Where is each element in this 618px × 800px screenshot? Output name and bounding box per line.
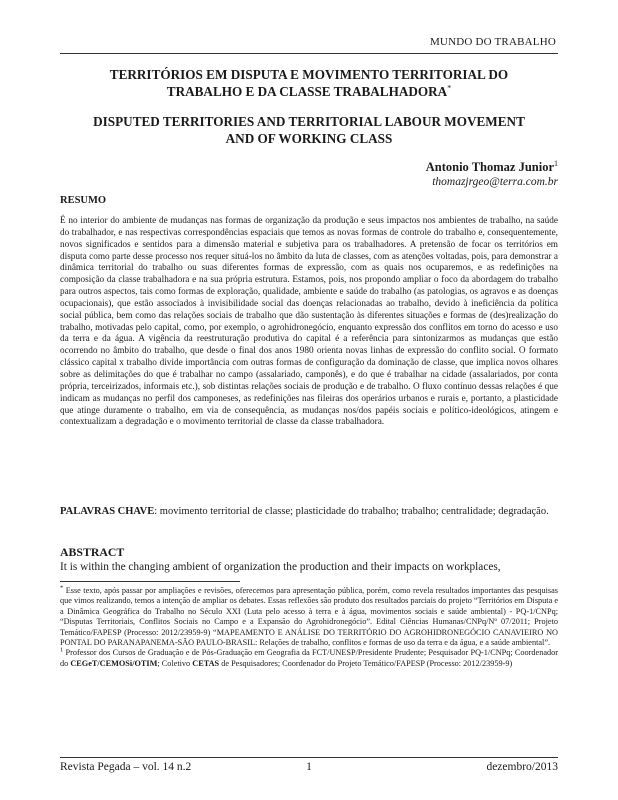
footnote-2-collective: CETAS [192,658,220,668]
resumo-body: É no interior do ambiente de mudanças nas formas de organização da produção e seus impactos nos ambientes de trabalho, na saúde do trabalhador, e nas respectivas correspondências espaciais que temos as novas formas de controle do trabalho e, consequentemente, novos significados e sentidos para a dimensão material e subjetiva para os trabalhadores. A pretensão de focar os territórios em disputa como parte desse processo nos requer situá-los no âmbito da luta de classes, com as atenções voltadas, pois, para demonstrar a dinâmica territorial do trabalho ou suas diferentes formas de expressão, com as quais nos ocuparemos, e as redefinições na composição da classe trabalhadora e na sua própria estrutura. Estamos, pois, nos propondo ampliar o foco da abordagem do trabalho para outros aspectos, tais como formas de exploração, qualidade, ambiente e saúde do trabalho (as patologias, os agravos e as doenças ocupacionais), que estão associados à invisibilidade social das doenças relacionadas ao trabalho, devido à ineficiência da política social pública, bem como das relações sociais de trabalho que dão sustentação às diferentes situações e formas de (des)realização do trabalho, motivadas pelo capital, como, por exemplo, o agrohidronegócio, enquanto expressão dos conflitos em torno do acesso e uso da terra e da água. A vigência da reestruturação produtiva do capital é a referência para sintonizarmos as mudanças que estão ocorrendo no âmbito do trabalho, que desde o final dos anos 1980 orienta novas linhas de expressão do conflito social. O formato clássico capital x trabalho divide importância com outras formas de configuração da dominação de classe, que implica novos olhares sobre as delimitações do que é trabalhar no campo (assalariado, camponês), e do que é trabalhar na cidade (assalariados, por conta própria, terceirizados, informais etc.), sob distintas relações sociais de produção e de trabalho. O fluxo contínuo dessas relações é que indicam as mudanças no perfil dos camponeses, as redefinições nas fileiras dos operários urbanos e rurais e, portanto, a plasticidade que atinge duramente o trabalho, em via de consequência, as mudanças nos/dos papéis sociais e político-ideológicos, atingem e contextualizam a degradação e o movimento territorial de classe da classe trabalhadora. [60,216,558,428]
title-footnote-mark: * [447,83,452,93]
resumo-heading: RESUMO [60,195,107,206]
title-portuguese [60,66,558,100]
footnote-1-mark: * [60,584,64,592]
title-en-line-1: DISPUTED TERRITORIES AND TERRITORIAL LABOUR MOVEMENT [93,114,525,129]
title-english [60,113,558,147]
footnote-1 [60,586,558,648]
header-rule [60,53,558,54]
footnote-2 [60,648,558,669]
keywords-label: PALAVRAS CHAVE [60,506,155,517]
author-email: thomazjrgeo@terra.com.br [432,176,558,188]
author-name [426,160,558,175]
running-head: MUNDO DO TRABALHO [429,36,556,48]
footer-date: dezembro/2013 [486,761,558,773]
footer-rule [60,757,558,758]
title-pt-line-1: TERRITÓRIOS EM DISPUTA E MOVIMENTO TERRITORIAL DO [109,67,509,82]
footnote-2-group: CEGeT/CEMOSi/OTIM [70,658,158,668]
title-pt-line-2-text: TRABALHO E DA CLASSE TRABALHADORA [166,84,448,99]
keywords-text: : movimento territorial de classe; plasticidade do trabalho; trabalho; centralidade; degradação. [154,506,549,517]
footnote-2-text-a: Professor dos Cursos de Graduação e de Pós-Graduação em Geografia da FCT/UNESP/Presidente Prudente; Pesquisador PQ-1/CNPq; Coordenador do [60,648,558,668]
footer-page-number: 1 [306,761,312,773]
author-name-text: Antonio Thomaz Junior [425,160,554,174]
footnote-2-text-c: ; Coletivo [157,658,193,668]
title-en-line-2: AND OF WORKING CLASS [225,131,393,146]
abstract-heading: ABSTRACT [60,545,125,559]
abstract-body: It is within the changing ambient of organization the production and their impacts on workplaces, [60,561,501,573]
footnote-1-text: Esse texto, após passar por ampliações e revisões, oferecemos para apresentação pública, porém, como revela resultados importantes das pesquisas que vimos realizando, temos a intenção de ampliar os debates. Essas reflexões são produto dos resultados parciais do projeto “Territórios em Disputa e a Dinâmica Geográfica do Trabalho no Século XXI (Luta pelo acesso à terra e à água, movimentos sociais e saúde ambiental) - PQ-1/CNPq; “Disputas Territoriais, Conflitos Sociais no Campo e a Expansão do Agrohidronegócio”. Edital Ciências Humanas/CNPq/Nº 07/2011; Projeto Temático/FAPESP (Processo: 2012/23959-9) “MAPEAMENTO E ANÁLISE DO TERRITÓRIO DO AGROHIDRONEGÓCIO CANAVIEIRO NO PONTAL DO PARANAPANEMA-SÃO PAULO-BRASIL: Relações de trabalho, conflitos e formas de uso da terra e da água, e a saúde ambiental”. [60,586,558,648]
footer-journal: Revista Pegada – vol. 14 n.2 [60,761,192,773]
footnote-rule [60,581,240,582]
keywords [60,505,558,518]
author-footnote-mark: 1 [554,158,558,168]
footnote-2-text-e: de Pesquisadores; Coordenador do Projeto Temático/FAPESP (Processo: 2012/23959-9) [219,658,513,668]
footnotes [60,586,558,669]
title-pt-line-2 [60,83,558,100]
footnote-2-mark: 1 [60,646,64,654]
